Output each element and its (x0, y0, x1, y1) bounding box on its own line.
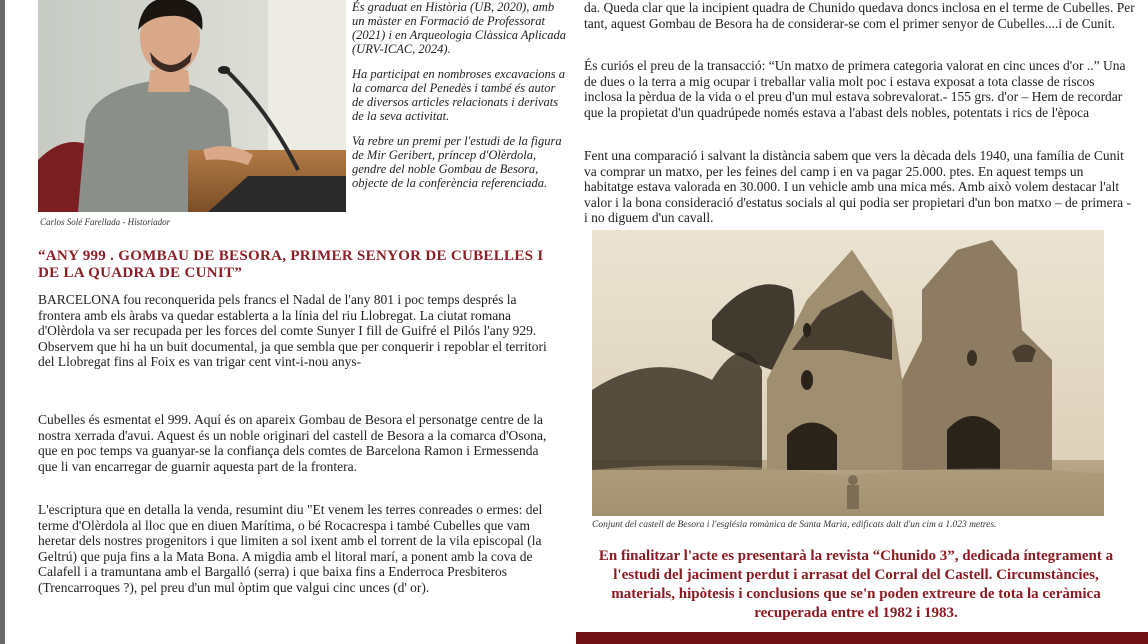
article-paragraph (38, 412, 550, 474)
article-paragraph (584, 148, 1136, 226)
speaker-bio (352, 0, 566, 201)
page-left-border (0, 0, 5, 644)
photo-caption: Carlos Solé Farellada - Historiador (40, 217, 171, 227)
bio-paragraph: És graduat en Història (UB, 2020), amb un màster en Formació de Professorat (2021) i en Arqueologia Clàssica Aplicada (URV-ICAC, 2024). (352, 0, 566, 56)
paragraph-text: L'escriptura que en detalla la venda, resumint diu "Et venem les terres conreades o ermes: del terme d'Olèrdola al lloc que en diuen Marítima, o bé Rocacrespa i també Cubelles que vam heretar dels nostres progenitors i que limiten a sol ixent amb el torrent de la vila episcopal (la Geltrú) que puja fins a la Mata Bona. A migdia amb el litoral marí, a ponent amb la cova de Calafell i a tramuntana amb el Bargalló (serra) i que baixa fins a Enderroca Presbiteros (Trencarroques ?), pel preu d'un mul òptim que valgui cinc unces (d' or). (38, 502, 543, 595)
bio-paragraph: Va rebre un premi per l'estudi de la figura de Mir Geribert, príncep d'Olèrdola, gendre del noble Gombau de Besora, objecte de la conferència referenciada. (352, 134, 562, 190)
article-paragraph (38, 502, 550, 595)
article-headline: “ANY 999 . GOMBAU DE BESORA, PRIMER SENYOR DE CUBELLES I DE LA QUADRA DE CUNIT” (38, 248, 544, 281)
speaker-portrait-photo (38, 0, 346, 212)
article-paragraph (584, 58, 1136, 120)
castle-ruins-photo (592, 230, 1104, 516)
footer-bar (576, 632, 1148, 644)
paragraph-text: És curiós el preu de la transacció: “Un matxo de primera categoria valorat en cinc unces d'or ..” Una de dues o la terra a mig ocupar i treballar valia molt poc i estava exposat a tota classe de riscos inclosa la pèrdua de la vida o el preu d'un mul estava sobrevalorat.- 155 grs. d'or – Hem de recordar que la propietat d'un quadrúpede només estava a l'abast dels nobles, potentats i rics de l'època (584, 58, 1126, 120)
paragraph-text: Fent una comparació i salvant la distància sabem que vers la dècada dels 1940, una família de Cunit va comprar un matxo, per les feines del camp i en va pagar 25.000. ptes. En aquest temps un habitatge estava valorada en 30.000. I un vehicle amb una mica més. Amb això volem destacar l'alt valor i la bona consideració d'estatus socials al qui podia ser propietari d'un bon matxo – de primera - i no diguem d'un cavall. (584, 148, 1131, 225)
bio-paragraph: Ha participat en nombroses excavacions a la comarca del Penedès i també és autor de diversos articles relacionats i derivats de la seva activitat. (352, 67, 566, 123)
castle-photo-caption: Conjunt del castell de Besora i l'església romànica de Santa Maria, edificats dalt d'un cim a 1.023 metres. (592, 520, 997, 530)
article-paragraph (584, 0, 1136, 31)
article-paragraph (38, 292, 550, 370)
announcement-text: En finalitzar l'acte es presentarà la revista “Chunido 3”, dedicada íntegrament a l'estudi del jaciment perdut i arrasat del Corral del Castell. Circumstàncies, materials, hipòtesis i conclusions que se'n poden extreure de tota la ceràmica recuperada entre el 1982 i 1983. (598, 548, 1114, 621)
paragraph-text: Cubelles és esmentat el 999. Aquí és on apareix Gombau de Besora el personatge centre de la nostra xerrada d'avui. Aquest és un noble originari del castell de Besora a la comarca d'Osona, que en poc temps va guanyar-se la confiança dels comtes de Barcelona Ramon i Ermessenda que li van encarregar de guarnir aquesta part de la frontera. (38, 412, 547, 474)
paragraph-text: da. Queda clar que la incipient quadra de Chunido quedava doncs inclosa en el terme de Cubelles. Per tant, aquest Gombau de Besora ha de considerar-se com el primer senyor de Cubelles....i de Cunit. (584, 0, 1135, 31)
paragraph-text: BARCELONA fou reconquerida pels francs el Nadal de l'any 801 i poc temps després la frontera amb els àrabs va quedar establerta a la línia del riu Llobregat. La ciutat romana d'Olèrdola va ser recupada per les forces del comte Sunyer I fill de Guifré el Pilós l'any 929. Observem que hi ha un buit documental, ja que sembla que per conquerir i repoblar el territori del Llobregat fins al Foix es van trigar cent vint-i-nou anys- (38, 292, 547, 369)
